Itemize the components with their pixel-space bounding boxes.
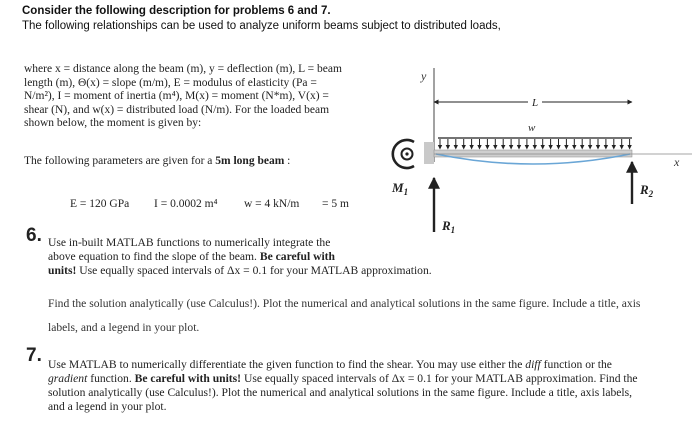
- definition-line: length (m), Θ(x) = slope (m/m), E = modulus of elasticity (Pa =: [24, 76, 317, 89]
- load-arrow-head: [517, 145, 521, 150]
- load-arrow-head: [525, 145, 529, 150]
- param-modulus: E = 120 GPa: [70, 198, 130, 210]
- problem-6-part-2: Find the solution analytically (use Calculus!). Plot the numerical and analytical solutions in the same figure. Include a title, axis labels, and a legend in your plot.: [48, 297, 641, 334]
- param-moment-of-inertia: I = 0.0002 m⁴: [154, 198, 218, 210]
- load-arrow-head: [509, 145, 513, 150]
- load-arrow-head: [620, 145, 624, 150]
- moment-label: $M_1$: [392, 180, 409, 197]
- load-arrow-head: [438, 145, 442, 150]
- load-label: w: [528, 122, 536, 134]
- param-length: = 5 m: [322, 198, 349, 210]
- beam: [434, 150, 632, 157]
- problem-6-number: 6.: [26, 225, 42, 246]
- header-subtitle: The following relationships can be used to analyze uniform beams subject to distributed loads,: [22, 20, 501, 32]
- header-title: Consider the following description for problems 6 and 7.: [22, 5, 331, 17]
- x-axis-label: x: [674, 155, 680, 169]
- load-arrow-head: [596, 145, 600, 150]
- load-arrow-head: [501, 145, 505, 150]
- load-arrow-head: [454, 145, 458, 150]
- load-arrow-head: [612, 145, 616, 150]
- load-arrow-head: [446, 145, 450, 150]
- definition-line: shown below, the moment is given by:: [24, 117, 202, 130]
- length-label: L: [532, 97, 539, 109]
- load-arrow-head: [493, 145, 497, 150]
- beam-diagram: [378, 62, 696, 240]
- fixed-wall: [424, 142, 434, 164]
- moment-arc: [393, 140, 414, 168]
- load-arrow-head: [604, 145, 608, 150]
- load-arrow-head: [556, 145, 560, 150]
- definitions-paragraph: [24, 63, 342, 131]
- problem-header: [22, 5, 331, 17]
- load-arrow-head: [477, 145, 481, 150]
- load-arrow-head: [548, 145, 552, 150]
- reaction-label-r2: $R_2$: [640, 182, 654, 199]
- y-axis-label: y: [421, 69, 427, 83]
- load-arrow-head: [541, 145, 545, 150]
- load-arrow-head: [564, 145, 568, 150]
- problem-6-text: Use in-built MATLAB functions to numerically integrate the above equation to find the slope of the beam. Be careful with units! Use equally spaced intervals of Δx = 0.1 for your MATLAB approximation.: [48, 236, 432, 277]
- problem-7-text: Use MATLAB to numerically differentiate the given function to find the shear. You may use either the diff function or the gradient function. Be careful with units! Use equally spaced intervals of Δx = 0.1 for your MATLAB approximation. Find the solution analytically (use Calculus!). Plot the numerical and analytical solutions in the same figure. Include a title, axis labels, and a legend in your plot.: [48, 358, 638, 413]
- load-arrow-head: [485, 145, 489, 150]
- definition-line: where x = distance along the beam (m), y = deflection (m), L = beam: [24, 63, 342, 75]
- load-arrow-head: [572, 145, 576, 150]
- reaction-label-r1: $R_1$: [442, 218, 456, 235]
- load-arrow-head: [588, 145, 592, 150]
- definition-line: shear (N), and w(x) = distributed load (N/m). For the loaded beam: [24, 103, 330, 116]
- distributed-load-arrows: [438, 139, 632, 150]
- definition-line: N/m²), I = moment of inertia (m⁴), M(x) = moment (N*m), V(x) =: [24, 90, 329, 103]
- load-arrow-head: [627, 145, 631, 150]
- problem-7-number: 7.: [26, 345, 42, 366]
- load-arrow-head: [462, 145, 466, 150]
- param-load: w = 4 kN/m: [244, 198, 300, 210]
- load-arrow-head: [533, 145, 537, 150]
- load-arrow-head: [469, 145, 473, 150]
- load-arrow-head: [580, 145, 584, 150]
- parameters-intro: The following parameters are given for a 5m long beam :: [24, 155, 291, 167]
